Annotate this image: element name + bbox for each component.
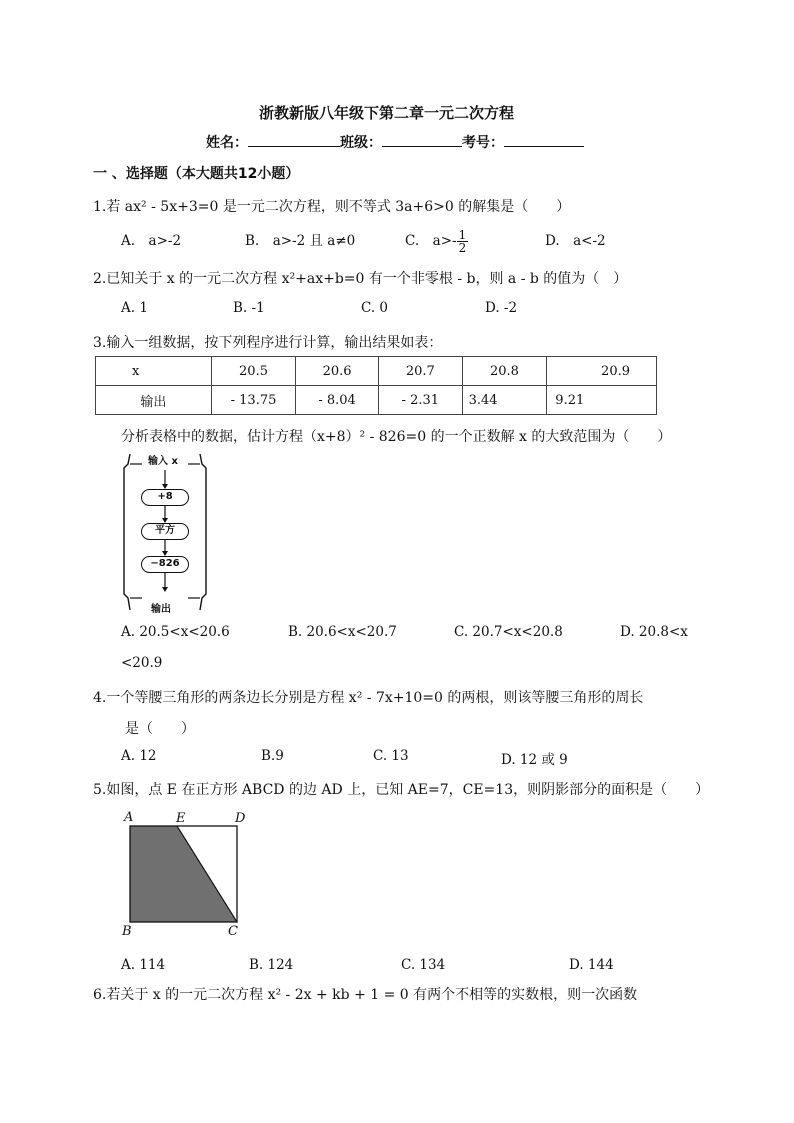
flowchart-input-label: 输入 x	[148, 456, 178, 467]
exam-no-blank	[504, 132, 584, 147]
table-row	[96, 357, 657, 386]
question-4-stem-continued: 是（ ）	[125, 721, 195, 737]
q4-option-a: A. 12	[121, 748, 157, 764]
fraction-one-half	[457, 229, 469, 254]
data-table	[95, 356, 657, 415]
q4-option-d: D. 12 或 9	[501, 752, 568, 768]
student-info-line	[206, 132, 584, 152]
q3-option-b: B. 20.6<x<20.7	[288, 624, 397, 640]
table-cell: - 8.04	[296, 386, 379, 415]
table-cell: 20.7	[378, 357, 462, 386]
table-cell: 20.9	[547, 357, 657, 386]
flowchart-output-label: 输出	[151, 604, 171, 615]
table-cell: x	[96, 357, 212, 386]
vertex-label-e: E	[176, 811, 186, 826]
question-4-stem: 4.一个等腰三角形的两条边长分别是方程 x² - 7x+10=0 的两根，则该等腰三角形的周长	[93, 690, 644, 706]
q5-option-c: C. 134	[401, 957, 446, 973]
vertex-label-b: B	[122, 924, 132, 939]
section-heading: 一 、选择题（本大题共12小题）	[93, 166, 300, 182]
q1-option-c-text: C. a>-	[405, 233, 457, 249]
table-cell: - 2.31	[378, 386, 462, 415]
question-3-analysis: 分析表格中的数据，估计方程（x+8）² - 826=0 的一个正数解 x 的大致范围为（ ）	[121, 429, 672, 445]
vertex-label-c: C	[228, 924, 238, 939]
vertex-label-a: A	[124, 810, 134, 825]
class-label: 班级：	[340, 135, 382, 151]
class-blank	[382, 132, 462, 147]
q2-option-b: B. -1	[233, 300, 265, 316]
flowchart-step-add: +8	[141, 489, 189, 506]
page-title: 浙教新版八年级下第二章一元二次方程	[259, 104, 515, 122]
q3-option-d-continued: <20.9	[121, 655, 163, 671]
q5-option-b: B. 124	[249, 957, 294, 973]
q5-option-d: D. 144	[569, 957, 614, 973]
question-6-stem: 6.若关于 x 的一元二次方程 x² - 2x + kb + 1 = 0 有两个不相等的实数根，则一次函数	[93, 987, 638, 1003]
flowchart-step-square: 平方	[141, 523, 189, 540]
question-5-stem: 5.如图，点 E 在正方形 ABCD 的边 AD 上，已知 AE=7，CE=13，则阴影部分的面积是（ ）	[93, 782, 710, 798]
question-1-stem: 1.若 ax² - 5x+3=0 是一元二次方程，则不等式 3a+6>0 的解集是（ ）	[93, 199, 571, 215]
table-cell: 20.8	[462, 357, 547, 386]
vertex-label-d: D	[235, 811, 246, 826]
question-2-stem: 2.已知关于 x 的一元二次方程 x²+ax+b=0 有一个非零根 - b，则 a - b 的值为（ ）	[93, 271, 628, 287]
table-cell: 20.6	[296, 357, 379, 386]
name-label: 姓名：	[206, 135, 248, 151]
q3-option-d: D. 20.8<x	[620, 624, 688, 640]
table-cell: 20.5	[211, 357, 295, 386]
fraction-numerator: 1	[458, 228, 467, 242]
square-figure	[118, 810, 253, 945]
q3-option-a: A. 20.5<x<20.6	[121, 624, 230, 640]
q2-option-a: A. 1	[121, 300, 148, 316]
q4-option-c: C. 13	[373, 748, 409, 764]
table-cell: 输出	[96, 386, 212, 415]
table-row	[96, 386, 657, 415]
exam-no-label: 考号：	[462, 135, 504, 151]
flowchart	[120, 452, 210, 618]
name-blank	[248, 132, 340, 147]
table-cell: 3.44	[462, 386, 547, 415]
q1-option-a: A. a>-2	[121, 233, 182, 249]
q2-option-d: D. -2	[485, 300, 518, 316]
table-cell: - 13.75	[211, 386, 295, 415]
q2-option-c: C. 0	[361, 300, 389, 316]
question-3-stem: 3.输入一组数据，按下列程序进行计算，输出结果如表：	[93, 335, 443, 351]
fraction-denominator: 2	[458, 241, 467, 255]
q1-option-b: B. a>-2 且 a≠0	[245, 233, 356, 249]
q1-option-d: D. a<-2	[545, 233, 606, 249]
q5-option-a: A. 114	[121, 957, 166, 973]
q3-option-c: C. 20.7<x<20.8	[454, 624, 563, 640]
table-cell: 9.21	[547, 386, 657, 415]
q1-option-c	[405, 229, 468, 254]
flowchart-step-subtract: −826	[141, 556, 189, 573]
q4-option-b: B.9	[261, 748, 284, 764]
